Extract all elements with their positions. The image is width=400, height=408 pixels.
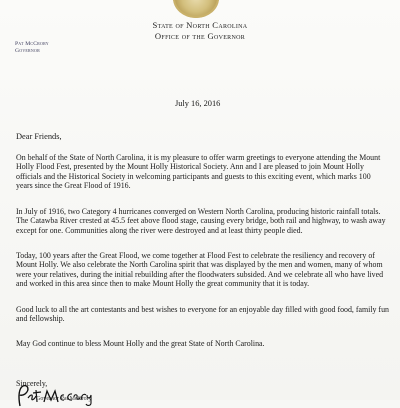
paragraph-wishes: Good luck to all the art contestants and best wishes to everyone for an enjoyable day filled with good food, family fun and fellowship. [16, 305, 389, 324]
salutation: Dear Friends, [16, 132, 62, 141]
paragraph-history: In July of 1916, two Category 4 hurricanes converged on Western North Carolina, producing historic rainfall totals. The Catawba River crested at 45.5 feet above flood stage, causing every bridge, both rail and highway, to wash away except for one. Communities along the river were destroyed and at least thirty people died. [16, 207, 386, 235]
paragraph-greeting: On behalf of the State of North Carolina, it is my pleasure to offer warm greetings to everyone attending the Mount Holly Flood Fest, presented by the Mount Holly Historical Society. Ann and I are pleased to join Mount Holly officials and the Historical Society in welcoming participants and guests to this exciting event, which marks 100 years since the Great Flood of 1916. [16, 153, 381, 191]
paragraph-celebration: Today, 100 years after the Great Flood, we come together at Flood Fest to celebrate the resiliency and recovery of Mount Holly. We also celebrate the North Carolina spirit that was displayed by the men and women, many of whom were your relatives, during the initial rebuilding after the floodwaters subsided. And we celebrate all who have lived and worked in this area since then to make Mount Holly the great community that it is today. [16, 251, 384, 289]
letterhead-office: Office of the Governor [154, 31, 246, 41]
state-seal-icon [173, 0, 219, 18]
closing: Sincerely, [16, 379, 48, 388]
sender-name: Pat McCrory [15, 41, 49, 47]
signature-caption: Governor Pat McCrory [36, 396, 92, 402]
letterhead-state: State of North Carolina [152, 20, 248, 30]
signature-image [14, 382, 104, 408]
letter-date: July 16, 2016 [175, 99, 221, 108]
sender-title: Governor [15, 48, 40, 54]
paragraph-blessing: May God continue to bless Mount Holly and the great State of North Carolina. [16, 339, 265, 348]
